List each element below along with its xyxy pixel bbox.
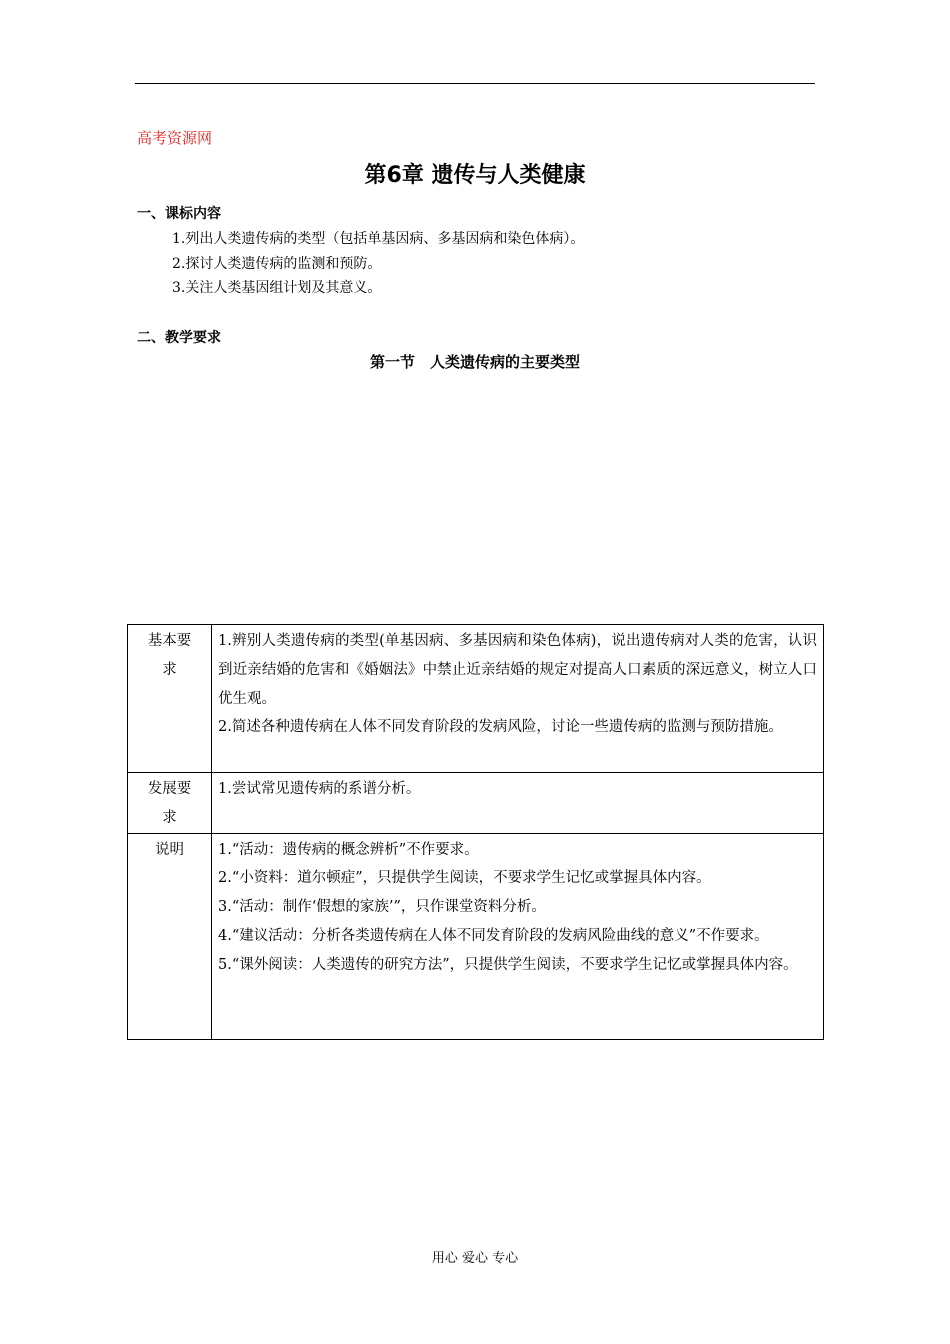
requirements-table — [127, 624, 824, 1040]
table-row-development — [128, 773, 824, 834]
page-footer: 用心 爱心 专心 — [431, 1251, 519, 1266]
note-item: 5.“课外阅读：人类遗传的研究方法”，只提供学生阅读，不要求学生记忆或掌握具体内容。 — [218, 956, 798, 973]
header-rule — [135, 83, 815, 84]
note-item: 1.“活动：遗传病的概念辨析”不作要求。 — [218, 841, 479, 858]
note-item: 2.“小资料：道尔顿症”，只提供学生阅读，不要求学生记忆或掌握具体内容。 — [218, 870, 711, 887]
requirement-item: 1.尝试常见遗传病的系谱分析。 — [218, 781, 421, 797]
standards-item: 3.关注人类基因组计划及其意义。 — [172, 280, 382, 296]
row-content — [212, 833, 824, 1039]
row-label: 发展要求 — [128, 773, 212, 834]
standards-item: 2.探讨人类遗传病的监测和预防。 — [172, 255, 382, 272]
requirements-heading: 二、教学要求 — [137, 330, 221, 346]
row-label: 说明 — [128, 833, 212, 1039]
note-item: 4.“建议活动：分析各类遗传病在人体不同发育阶段的发病风险曲线的意义”不作要求。 — [218, 927, 769, 944]
row-content — [212, 773, 824, 834]
standards-list — [172, 227, 584, 301]
note-item: 3.“活动：制作‘假想的家族’”，只作课堂资料分析。 — [218, 899, 546, 916]
row-content — [212, 625, 824, 773]
table-row-basic — [128, 625, 824, 773]
requirement-item: 2.简述各种遗传病在人体不同发育阶段的发病风险，讨论一些遗传病的监测与预防措施。 — [218, 719, 783, 736]
subsection-title: 第一节 人类遗传病的主要类型 — [369, 353, 580, 371]
standards-item: 1.列出人类遗传病的类型（包括单基因病、多基因病和染色体病）。 — [172, 231, 585, 247]
standards-heading: 一、课标内容 — [137, 206, 221, 222]
row-label: 基本要求 — [128, 625, 212, 773]
source-label: 高考资源网 — [137, 129, 213, 147]
table-row-notes — [128, 833, 824, 1039]
requirement-item: 1.辨别人类遗传病的类型(单基因病、多基因病和染色体病)，说出遗传病对人类的危害，认识到近亲结婚的危害和《婚姻法》中禁止近亲结婚的规定对提高人口素质的深远意义，树立人口优生观。 — [218, 633, 817, 707]
chapter-title: 第6章 遗传与人类健康 — [364, 163, 586, 188]
